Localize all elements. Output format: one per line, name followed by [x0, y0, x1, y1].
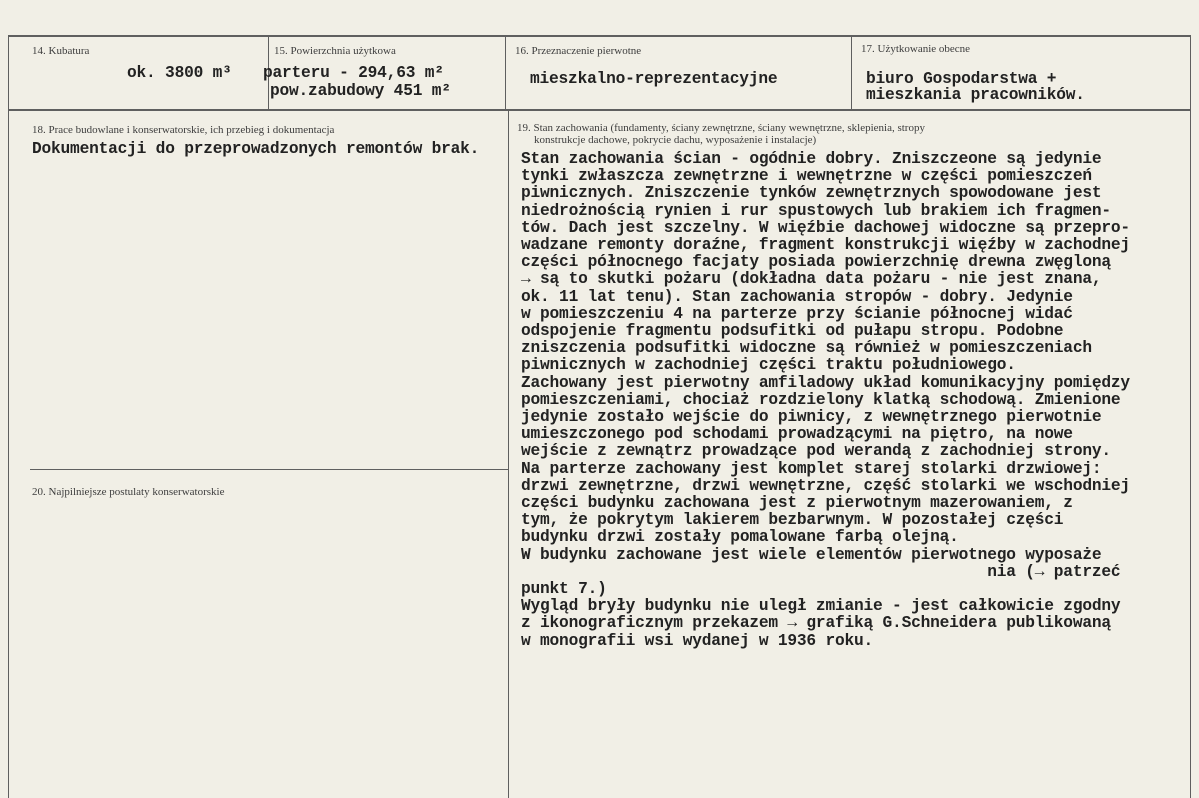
field-19-line: tym, że pokrytym lakierem bezbarwnym. W pozostałej części: [521, 511, 1064, 530]
field-19-line: umieszczonego pod schodami prowadzącymi na piętro, na nowe: [521, 425, 1073, 444]
divider-18-20: [30, 469, 509, 470]
right-border: [1190, 35, 1191, 798]
field-15-label: 15. Powierzchnia użytkowa: [274, 45, 396, 57]
field-19-line: w pomieszczeniu 4 na parterze przy ścianie północnej widać: [521, 304, 1073, 323]
divider-18-19: [508, 110, 509, 798]
field-15-line-2: pow.zabudowy 451 m²: [270, 82, 451, 100]
field-19-line: wadzane remonty doraźne, fragment konstrukcji więźby w zachodnej: [521, 236, 1130, 255]
field-19-line: niedrożnością rynien i rur spustowych lub brakiem ich fragmen-: [521, 201, 1111, 220]
field-19-line: części północnego facjaty posiada powierzchnię drewna zwęgloną: [521, 253, 1111, 272]
divider-15-16: [505, 36, 506, 110]
field-16-label: 16. Przeznaczenie pierwotne: [515, 45, 642, 57]
field-19-line: Wygląd bryły budynku nie uległ zmianie - jest całkowicie zgodny: [521, 597, 1121, 616]
field-19-line: odspojenie fragmentu podsufitki od pułapu stropu. Podobne: [521, 322, 1064, 341]
left-border: [8, 35, 9, 798]
field-14-value: ok. 3800 m³: [127, 64, 232, 82]
field-19-line: tów. Dach jest szczelny. W więźbie dachowej widoczne są przepro-: [521, 218, 1130, 237]
field-17-line-2: mieszkania pracowników.: [866, 86, 1085, 104]
field-19-line: punkt 7.): [521, 580, 607, 599]
field-19-line: wejście z zewnątrz prowadzące pod werandą z zachodniej strony.: [521, 442, 1111, 461]
field-19-line: w monografii wsi wydanej w 1936 roku.: [521, 631, 874, 650]
field-19-line: Na parterze zachowany jest komplet starej stolarki drzwiowej:: [521, 459, 1102, 478]
field-18-label: 18. Prace budowlane i konserwatorskie, ich przebieg i dokumentacja: [32, 124, 335, 136]
field-17-label: 17. Użytkowanie obecne: [861, 43, 971, 55]
top-border: [8, 35, 1191, 37]
field-19-line: ok. 11 lat tenu). Stan zachowania stropów - dobry. Jedynie: [521, 287, 1073, 306]
field-19-line: jedynie zostało wejście do piwnicy, z wewnętrznego pierwotnie: [521, 408, 1102, 427]
field-19-line: piwnicznych. Zniszczenie tynków zewnętrznych spowodowane jest: [521, 184, 1102, 203]
field-18-value: Dokumentacji do przeprowadzonych remontów brak.: [32, 140, 480, 158]
field-19-line: pomieszczeniami, chociaż rozdzielony klatką schodową. Zmienione: [521, 390, 1121, 409]
field-19-line: części budynku zachowana jest z pierwotnym mazerowaniem, z: [521, 494, 1073, 513]
field-19-line: tynki zwłaszcza zewnętrzne i wewnętrzne w części pomieszczeń: [521, 167, 1092, 186]
field-19-line: Stan zachowania ścian - ogódnie dobry. Zniszczeone są jedynie: [521, 150, 1102, 168]
field-19-line: → są to skutki pożaru (dokładna data pożaru - nie jest znana,: [521, 270, 1102, 289]
row-divider-1: [8, 109, 1191, 111]
field-19-label-line-2: konstrukcje dachowe, pokrycie dachu, wyposażenie i instalacje): [534, 134, 817, 146]
field-19-line: drzwi zewnętrzne, drzwi wewnętrzne, część stolarki we wschodniej: [521, 476, 1130, 495]
field-19-text: [521, 151, 1130, 650]
field-19-line: piwnicznych w zachodniej części traktu południowego.: [521, 356, 1016, 375]
field-14-label: 14. Kubatura: [32, 45, 90, 57]
field-20-label: 20. Najpilniejsze postulaty konserwatorskie: [32, 486, 225, 498]
divider-16-17: [851, 36, 852, 110]
field-19-line: zniszczenia podsufitki widoczne są również w pomieszczeniach: [521, 339, 1092, 358]
field-17-line-1: biuro Gospodarstwa +: [866, 70, 1057, 88]
field-15-line-1: parteru - 294,63 m²: [263, 64, 444, 82]
field-16-value: mieszkalno-reprezentacyjne: [530, 70, 778, 88]
field-19-line: Zachowany jest pierwotny amfiladowy układ komunikacyjny pomiędzy: [521, 373, 1130, 392]
field-19-label-line-1: 19. Stan zachowania (fundamenty, ściany zewnętrzne, ściany wewnętrzne, sklepienia, stropy: [517, 122, 925, 134]
field-19-line: nia (→ patrzeć: [521, 562, 1121, 581]
field-19-line: W budynku zachowane jest wiele elementów pierwotnego wyposaże: [521, 545, 1102, 564]
field-19-line: z ikonograficznym przekazem → grafiką G.Schneidera publikowaną: [521, 614, 1111, 633]
field-19-line: budynku drzwi zostały pomalowane farbą olejną.: [521, 528, 959, 547]
